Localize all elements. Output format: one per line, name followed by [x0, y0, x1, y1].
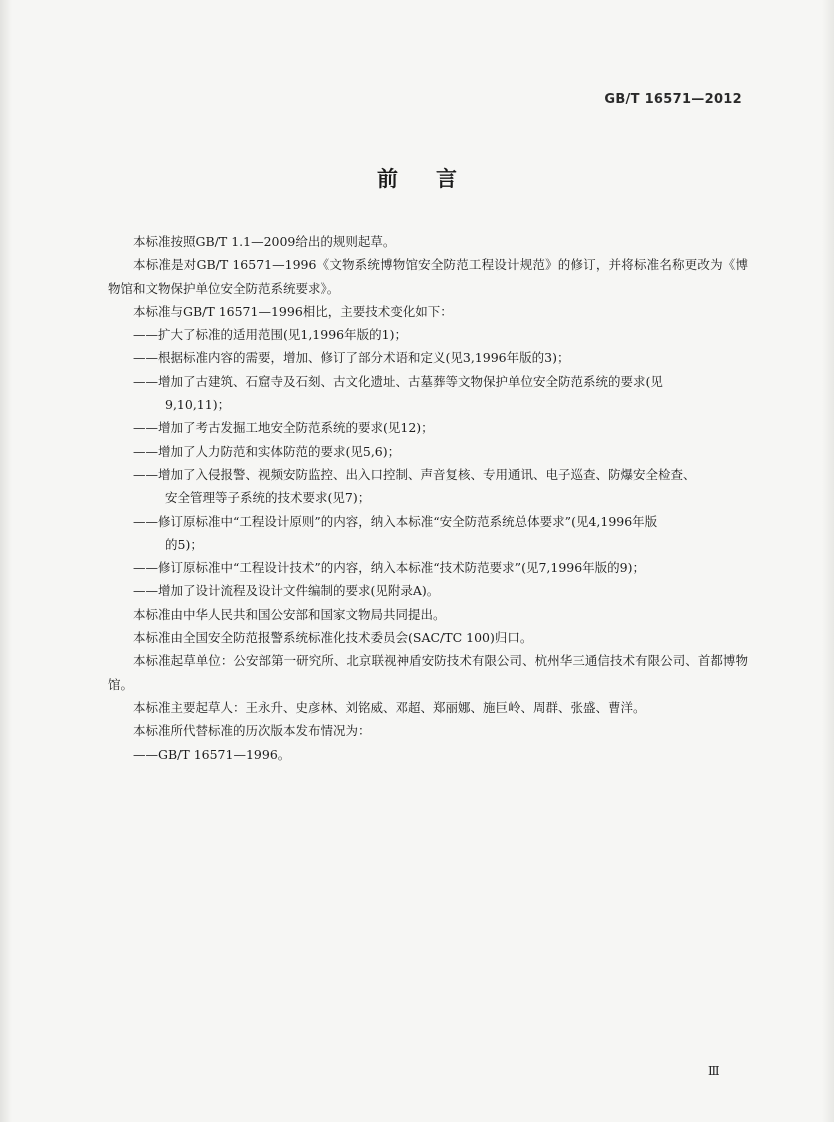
page-title: 前言	[377, 167, 495, 191]
paragraph-changes-intro: 本标准与GB/T 16571—1996相比，主要技术变化如下：	[133, 303, 453, 319]
list-item	[108, 370, 748, 417]
list-item	[108, 556, 748, 579]
paragraph-history-intro: 本标准所代替标准的历次版本发布情况为：	[133, 723, 371, 739]
list-item-continuation: 安全管理等子系统的技术要求(见7)；	[165, 490, 371, 506]
changes-list	[108, 323, 748, 603]
list-item	[108, 579, 748, 602]
page-number: Ⅲ	[708, 1064, 720, 1078]
list-item	[108, 323, 748, 346]
paragraph-drafting-units: 本标准起草单位：公安部第一研究所、北京联视神盾安防技术有限公司、杭州华三通信技术有限公司、首都博物馆。	[108, 653, 748, 692]
list-item-continuation: 9,10,11)；	[165, 397, 231, 413]
list-item	[108, 440, 748, 463]
list-item-text: ——增加了古建筑、石窟寺及石刻、古文化遗址、古墓葬等文物保护单位安全防范系统的要求(见	[133, 373, 663, 389]
list-item-text: ——增加了人力防范和实体防范的要求(见5,6)；	[133, 443, 401, 459]
list-item-text: ——根据标准内容的需要，增加、修订了部分术语和定义(见3,1996年版的3)；	[133, 350, 570, 366]
list-item-text: ——增加了考古发掘工地安全防范系统的要求(见12)；	[133, 420, 434, 436]
paragraph-drafters: 本标准主要起草人：王永升、史彦林、刘铭威、邓超、郑丽娜、施巨岭、周群、张盛、曹洋。	[133, 699, 646, 715]
list-item-text: ——修订原标准中“工程设计原则”的内容，纳入本标准“安全防范系统总体要求”(见4,1996年版	[133, 513, 658, 529]
list-item-text: ——修订原标准中“工程设计技术”的内容，纳入本标准“技术防范要求”(见7,1996年版的9)；	[133, 560, 646, 576]
list-item-continuation: 的5)；	[165, 536, 203, 552]
list-item-text: ——增加了入侵报警、视频安防监控、出入口控制、声音复核、专用通讯、电子巡查、防爆安全检查、	[133, 466, 696, 482]
history-item-text: ——GB/T 16571—1996。	[133, 746, 291, 762]
list-item-text: ——增加了设计流程及设计文件编制的要求(见附录A)。	[133, 583, 440, 599]
list-item	[108, 510, 748, 557]
document-body	[108, 230, 748, 766]
paragraph-committee: 本标准由全国安全防范报警系统标准化技术委员会(SAC/TC 100)归口。	[133, 630, 533, 646]
list-item	[108, 463, 748, 510]
standard-code: GB/T 16571—2012	[604, 92, 742, 107]
list-item	[108, 416, 748, 439]
list-item	[108, 346, 748, 369]
history-list-item	[108, 743, 748, 766]
paragraph-revision-note: 本标准是对GB/T 16571—1996《文物系统博物馆安全防范工程设计规范》的修订，并将标准名称更改为《博物馆和文物保护单位安全防范系统要求》。	[108, 257, 748, 296]
paragraph-drafting-rule: 本标准按照GB/T 1.1—2009给出的规则起草。	[133, 234, 396, 249]
paragraph-proposer: 本标准由中华人民共和国公安部和国家文物局共同提出。	[133, 606, 446, 622]
list-item-text: ——扩大了标准的适用范围(见1,1996年版的1)；	[133, 327, 407, 343]
